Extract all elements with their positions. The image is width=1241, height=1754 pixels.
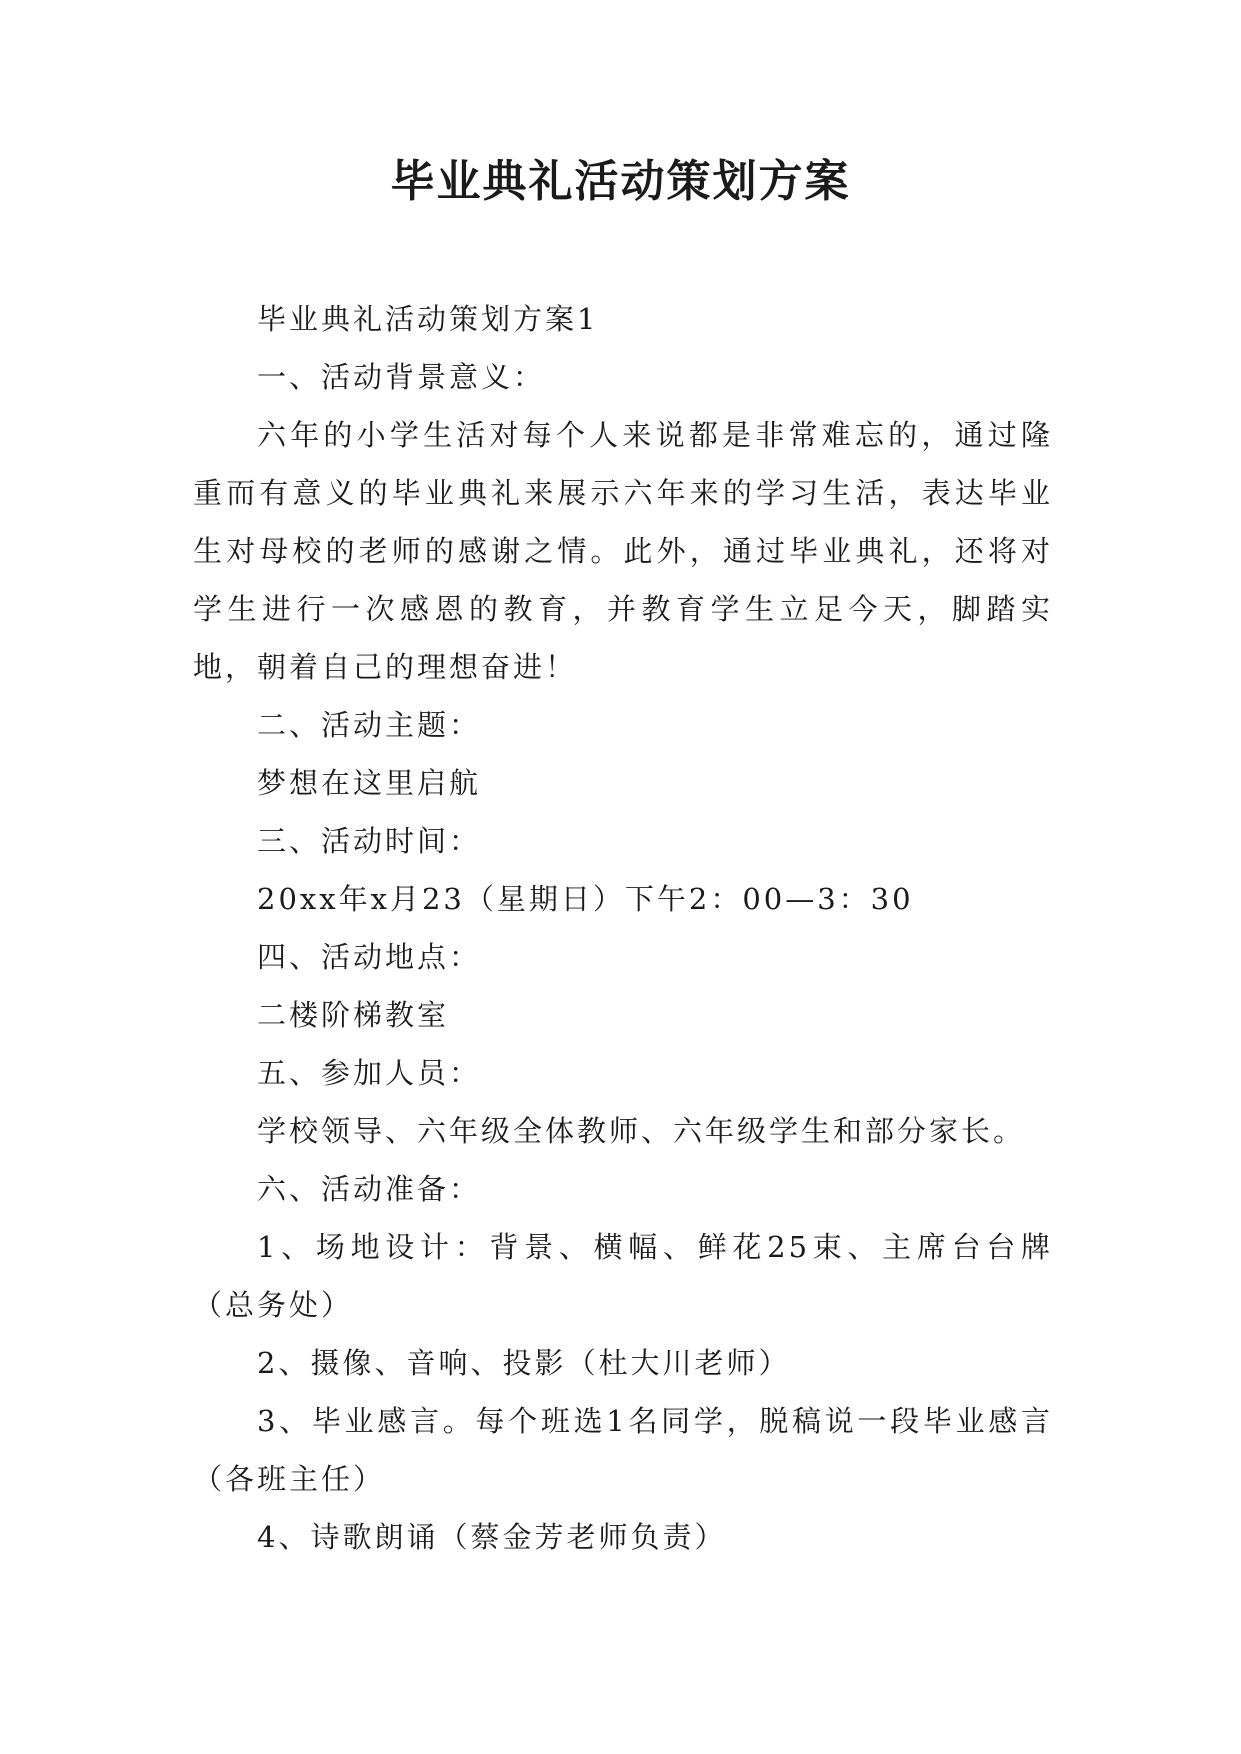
time-text: 20xx年x月23（星期日）下午2：00—3：30 [257,882,914,916]
theme-text: 梦想在这里启航 [257,766,482,800]
section-heading-plan-1: 毕业典礼活动策划方案1 [257,302,599,336]
location-text: 二楼阶梯教室 [257,998,450,1032]
section-heading-preparation: 六、活动准备： [257,1172,482,1206]
preparation-item-3: 3、毕业感言。每个班选1名同学，脱稿说一段毕业感言（各班主任） [193,1404,1053,1496]
document-title: 毕业典礼活动策划方案 [390,156,851,207]
background-paragraph: 六年的小学生活对每个人来说都是非常难忘的，通过隆重而有意义的毕业典礼来展示六年来的学习生活，表达毕业生对母校的老师的感谢之情。此外，通过毕业典礼，还将对学生进行一次感恩的教育，并教育学生立足今天，脚踏实地，朝着自己的理想奋进！ [193,418,1053,684]
document-body [193,290,1053,1566]
participants-text: 学校领导、六年级全体教师、六年级学生和部分家长。 [257,1114,1026,1148]
section-heading-theme: 二、活动主题： [257,708,482,742]
preparation-item-4: 4、诗歌朗诵（蔡金芳老师负责） [257,1520,727,1554]
section-heading-background: 一、活动背景意义： [257,360,546,394]
section-heading-time: 三、活动时间： [257,824,482,858]
section-heading-participants: 五、参加人员： [257,1056,482,1090]
section-heading-location: 四、活动地点： [257,940,482,974]
preparation-item-2: 2、摄像、音响、投影（杜大川老师） [257,1346,791,1380]
preparation-item-1: 1、场地设计：背景、横幅、鲜花25束、主席台台牌（总务处） [193,1230,1053,1322]
